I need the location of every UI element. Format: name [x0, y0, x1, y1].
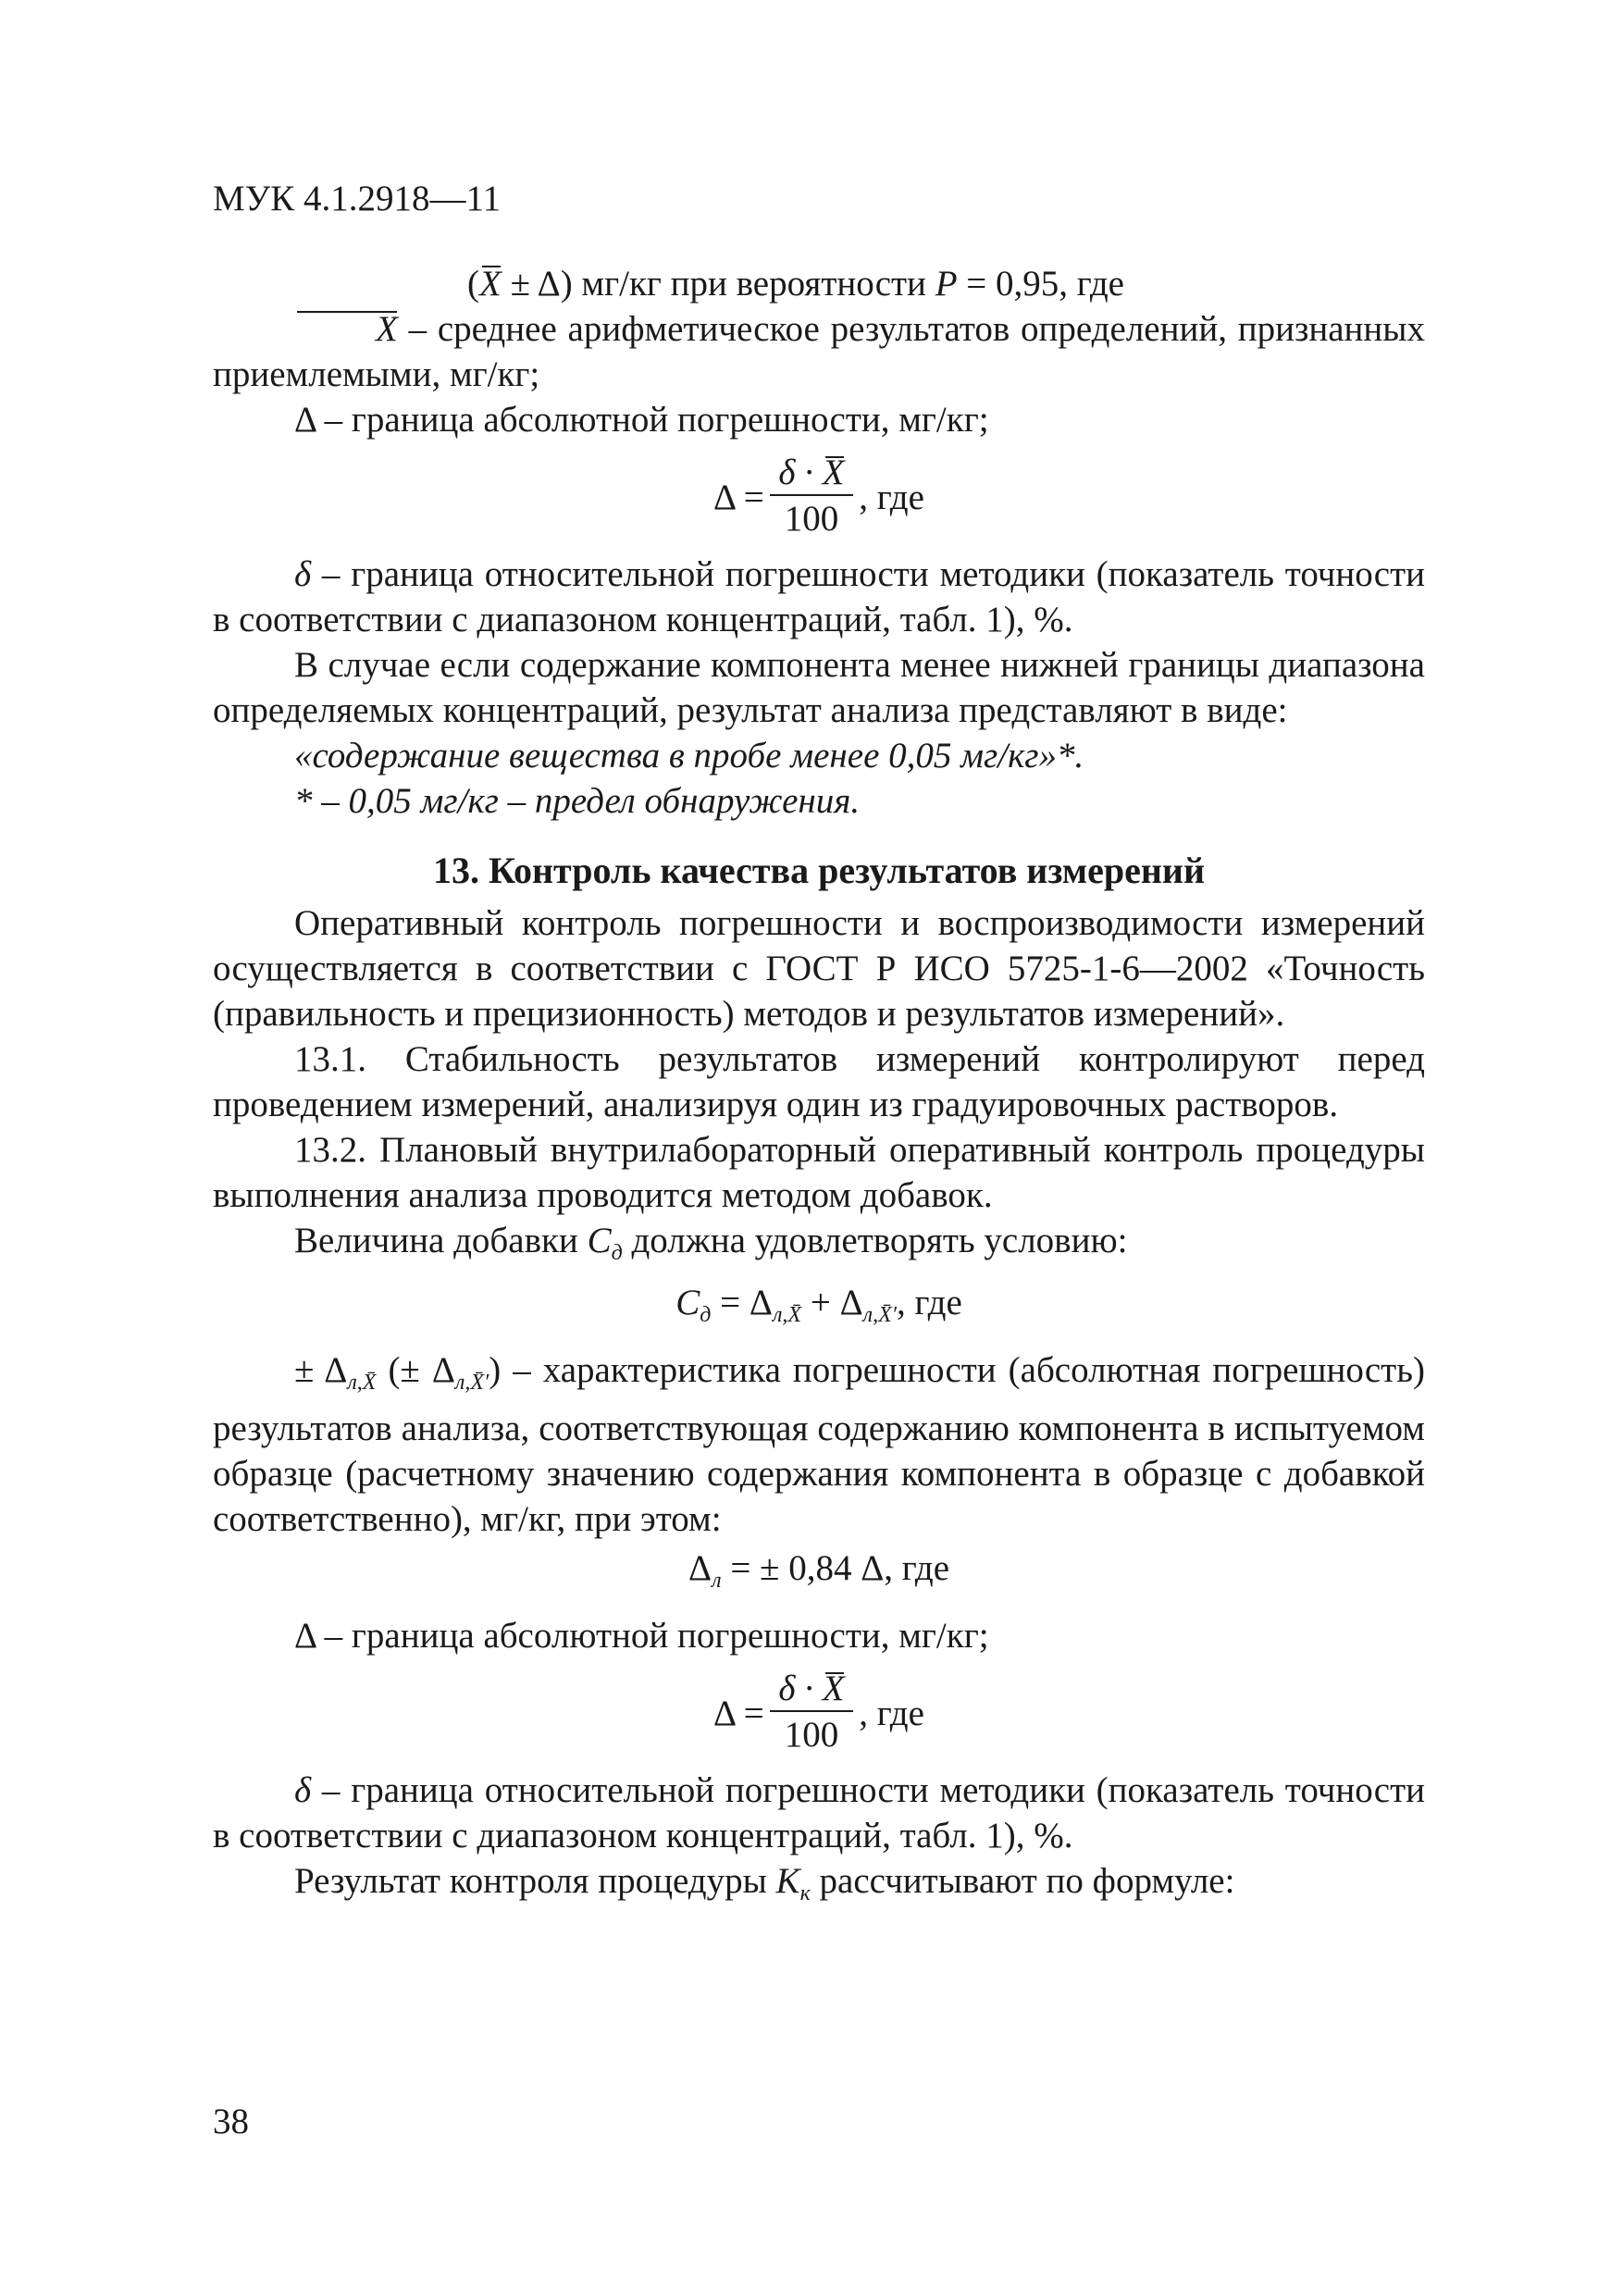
- fraction: $\frac{\delta \cdot X}{100}$: [770, 452, 854, 542]
- additive-paragraph: Величина добавки $C_д$ должна удовлетворять условию:: [294, 1221, 1128, 1265]
- paragraph-13-1: 13.1. Стабильность результатов измерений контролируют перед проведением измерений, анализируя один из градуировочных растворов.: [213, 1039, 1425, 1124]
- error-characteristic-paragraph: ± $\Delta_{л,X̄}$ (± $\Delta_{л,X̄'}$) – характеристика погрешности (абсолютная погрешность) результатов анализа, соответствующая содержанию компонента в испытуемом образце (расчетному значению содержания компонента в образце с добавкой соответственно), мг/кг, при этом:: [213, 1350, 1425, 1539]
- section-intro: Оперативный контроль погрешности и воспроизводимости измерений осуществляется в соответствии с ГОСТ Р ИСО 5725-1-6—2002 «Точность (правильность и прецизионность) методов и результатов измерений».: [213, 903, 1425, 1034]
- x-bar-symbol: X: [479, 261, 502, 306]
- x-bar-symbol: X: [294, 306, 398, 352]
- document-page: [213, 176, 1425, 2230]
- additive-condition-formula: $C_д = \Delta_{л,X̄} + \Delta_{л,X̄'}$, где: [675, 1283, 962, 1327]
- section-heading: 13. Контроль качества результатов измерений: [433, 850, 1205, 891]
- delta-definition: Δ – граница абсолютной погрешности, мг/кг;: [294, 400, 989, 440]
- control-result-paragraph: Результат контроля процедуры $K_к$ рассчитывают по формуле:: [294, 1861, 1235, 1905]
- delta-l-formula: $\Delta_л$ = ± 0,84 Δ, где: [688, 1548, 949, 1593]
- delta-formula-2: Δ = $\frac{\delta \cdot X}{100}$ , где: [213, 1668, 1425, 1758]
- paragraph-13-2: 13.2. Плановый внутрилабораторный оперативный контроль процедуры выполнения анализа проводится методом добавок.: [213, 1130, 1425, 1215]
- result-quote: «содержание вещества в пробе менее 0,05 мг/кг»*.: [294, 736, 1084, 776]
- delta-formula: Δ = $\frac{\delta \cdot X}{100}$ , где: [213, 452, 1425, 542]
- detection-limit-footnote: * – 0,05 мг/кг – предел обнаружения.: [294, 781, 861, 821]
- result-expression: (X ± Δ) мг/кг при вероятности P = 0,95, где: [167, 261, 1425, 306]
- page-body: [213, 261, 1425, 1917]
- page-number: 38: [213, 2102, 249, 2141]
- x-bar-definition: X – среднее арифметическое результатов определений, признанных приемлемыми, мг/кг;: [213, 306, 1425, 397]
- relative-error-definition: δ – граница относительной погрешности методики (показатель точности в соответствии с диапазоном концентраций, табл. 1), %.: [213, 554, 1425, 639]
- delta-definition-2: Δ – граница абсолютной погрешности, мг/кг;: [294, 1616, 989, 1656]
- fraction: $\frac{\delta \cdot X}{100}$: [770, 1668, 854, 1758]
- relative-error-definition-2: δ – граница относительной погрешности методики (показатель точности в соответствии с диапазоном концентраций, табл. 1), %.: [213, 1770, 1425, 1855]
- page-header: МУК 4.1.2918—11: [213, 179, 502, 218]
- below-range-paragraph: В случае если содержание компонента менее нижней границы диапазона определяемых концентраций, результат анализа представляют в виде:: [213, 645, 1425, 730]
